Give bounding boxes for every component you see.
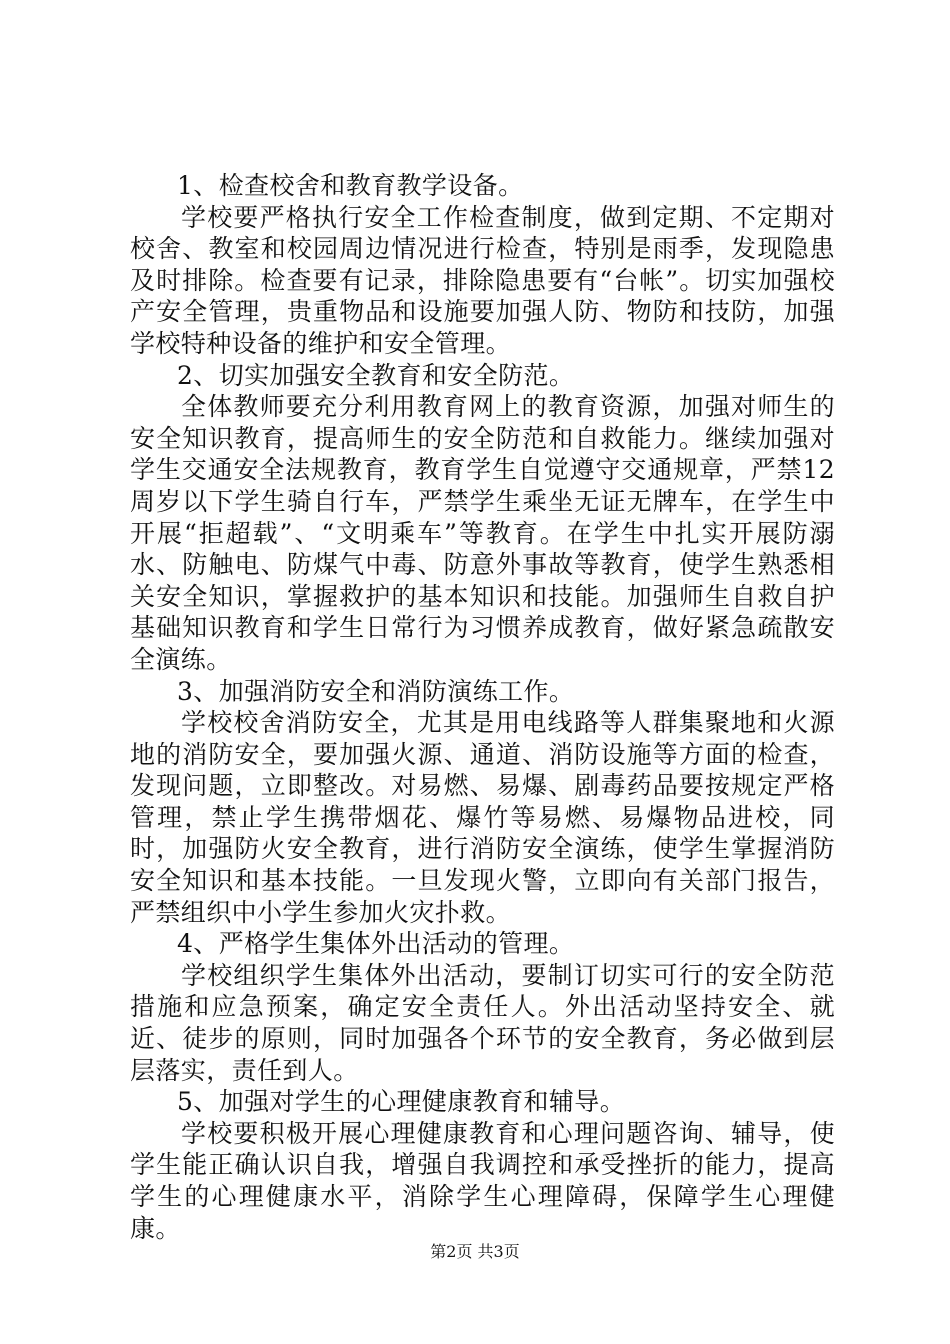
page-footer: 第2页 共3页 xyxy=(430,1242,520,1261)
section-heading: 1、检查校舍和教育教学设备。 xyxy=(177,171,524,200)
section-5 xyxy=(130,1086,835,1244)
section-3 xyxy=(130,676,835,929)
section-paragraph: 学校要严格执行安全工作检查制度，做到定期、不定期对校舍、教室和校园周边情况进行检查，特别是雨季，发现隐患及时排除。检查要有记录，排除隐患要有“台帐”。切实加强校产安全管理，贵重物品和设施要加强人防、物防和技防，加强学校特种设备的维护和安全管理。 xyxy=(130,202,835,358)
section-paragraph: 全体教师要充分利用教育网上的教育资源，加强对师生的安全知识教育，提高师生的安全防范和自救能力。继续加强对学生交通安全法规教育，教育学生自觉遵守交通规章，严禁12周岁以下学生骑自行车，严禁学生乘坐无证无牌车，在学生中开展“拒超载”、“文明乘车”等教育。在学生中扎实开展防溺水、防触电、防煤气中毒、防意外事故等教育，使学生熟悉相关安全知识，掌握救护的基本知识和技能。加强师生自救自护基础知识教育和学生日常行为习惯养成教育，做好紧急疏散安全演练。 xyxy=(130,392,835,674)
section-paragraph: 学校要积极开展心理健康教育和心理问题咨询、辅导，使学生能正确认识自我，增强自我调控和承受挫折的能力，提高学生的心理健康水平，消除学生心理障碍，保障学生心理健康。 xyxy=(130,1118,835,1243)
section-paragraph: 学校组织学生集体外出活动，要制订切实可行的安全防范措施和应急预案，确定安全责任人。外出活动坚持安全、就近、徒步的原则，同时加强各个环节的安全教育，务必做到层层落实，责任到人。 xyxy=(130,960,835,1085)
section-1 xyxy=(130,170,835,360)
document-page xyxy=(130,170,835,1244)
section-heading: 3、加强消防安全和消防演练工作。 xyxy=(177,676,575,706)
section-heading: 4、严格学生集体外出活动的管理。 xyxy=(177,929,575,959)
section-paragraph: 学校校舍消防安全，尤其是用电线路等人群集聚地和火源地的消防安全，要加强火源、通道、消防设施等方面的检查，发现问题，立即整改。对易燃、易爆、剧毒药品要按规定严格管理，禁止学生携带烟花、爆竹等易燃、易爆物品进校，同时，加强防火安全教育，进行消防安全演练，使学生掌握消防安全知识和基本技能。一旦发现火警，立即向有关部门报告，严禁组织中小学生参加火灾扑救。 xyxy=(130,708,835,927)
section-heading: 2、切实加强安全教育和安全防范。 xyxy=(177,360,575,390)
section-4 xyxy=(130,928,835,1086)
section-heading: 5、加强对学生的心理健康教育和辅导。 xyxy=(177,1087,626,1117)
section-2 xyxy=(130,360,835,676)
